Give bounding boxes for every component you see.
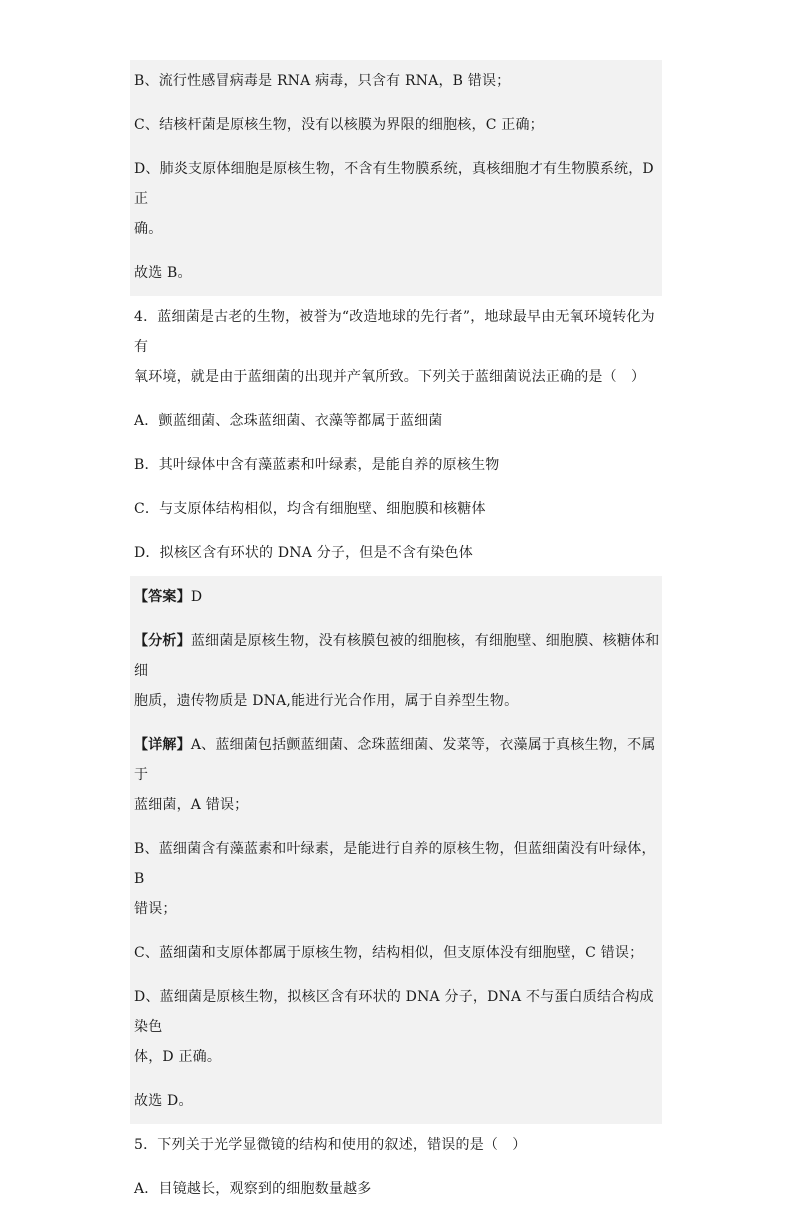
q4-choose: 故选 D。 — [134, 1093, 193, 1109]
q5-question — [130, 1124, 662, 1212]
answer-label: 【答案】 — [134, 589, 191, 605]
q4-answer — [130, 576, 662, 620]
q4-detail-b — [130, 828, 662, 932]
answer-value: D — [190, 589, 203, 605]
q5-option-a: A．目镜越长，观察到的细胞数量越多 — [134, 1181, 372, 1197]
q4-stem-line2: 氧环境，就是由于蓝细菌的出现并产氧所致。下列关于蓝细菌说法正确的是（ ） — [134, 369, 646, 385]
q4-solution — [130, 576, 662, 1124]
q4-analysis-line1-text: 蓝细菌是原核生物，没有核膜包被的细胞核，有细胞壁、细胞膜、核糖体和细 — [134, 633, 660, 679]
document-page — [130, 60, 662, 1212]
q4-question — [130, 296, 662, 576]
q4-analysis-line2: 胞质，遗传物质是 DNA,能进行光合作用，属于自养型生物。 — [134, 693, 519, 709]
q4-detail-a — [130, 724, 662, 828]
q3-explain-b — [130, 60, 662, 104]
q4-stem-line1: 4．蓝细菌是古老的生物，被誉为“改造地球的先行者”，地球最早由无氧环境转化为有 — [134, 309, 655, 355]
q4-detail-d-line2: 体，D 正确。 — [134, 1049, 222, 1065]
q3-explanation-continued — [130, 60, 662, 296]
q3-explain-d-line1: D、肺炎支原体细胞是原核生物，不含有生物膜系统，真核细胞才有生物膜系统，D 正 — [134, 161, 654, 207]
q4-stem — [130, 296, 662, 400]
q4-option-a: A．颤蓝细菌、念珠蓝细菌、衣藻等都属于蓝细菌 — [134, 413, 443, 429]
q4-option-b: B．其叶绿体中含有藻蓝素和叶绿素，是能自养的原核生物 — [134, 457, 500, 473]
q4-detail-d — [130, 976, 662, 1080]
q4-analysis — [130, 620, 662, 724]
q4-analysis-line1 — [134, 626, 662, 686]
q3-explain-c — [130, 104, 662, 148]
q3-explain-b-text: B、流行性感冒病毒是 RNA 病毒，只含有 RNA，B 错误； — [134, 73, 511, 89]
q3-choose-text: 故选 B。 — [134, 265, 192, 281]
q3-explain-d-line2: 确。 — [134, 221, 163, 237]
q3-explain-c-text: C、结核杆菌是原核生物，没有以核膜为界限的细胞核，C 正确； — [134, 117, 544, 133]
q4-option-d: D．拟核区含有环状的 DNA 分子，但是不含有染色体 — [134, 545, 473, 561]
q4-detail-a-line1-text: A、蓝细菌包括颤蓝细菌、念珠蓝细菌、发菜等，衣藻属于真核生物，不属于 — [134, 737, 656, 783]
q4-detail-c: C、蓝细菌和支原体都属于原核生物，结构相似，但支原体没有细胞壁，C 错误； — [134, 945, 644, 961]
q3-explain-d — [130, 148, 662, 252]
analysis-label: 【分析】 — [134, 633, 191, 649]
q4-detail-b-line1: B、蓝细菌含有藻蓝素和叶绿素，是能进行自养的原核生物，但蓝细菌没有叶绿体，B — [134, 841, 656, 887]
detail-label: 【详解】 — [134, 737, 191, 753]
q4-detail-d-line1: D、蓝细菌是原核生物，拟核区含有环状的 DNA 分子，DNA 不与蛋白质结合构成染色 — [134, 989, 654, 1035]
q4-detail-a-line1 — [134, 730, 662, 790]
q3-choose — [130, 252, 662, 296]
q4-detail-b-line2: 错误； — [134, 901, 177, 917]
q4-detail-a-line2: 蓝细菌，A 错误； — [134, 797, 249, 813]
q4-option-c: C．与支原体结构相似，均含有细胞壁、细胞膜和核糖体 — [134, 501, 486, 517]
q5-stem: 5．下列关于光学显微镜的结构和使用的叙述，错误的是（ ） — [134, 1137, 527, 1153]
